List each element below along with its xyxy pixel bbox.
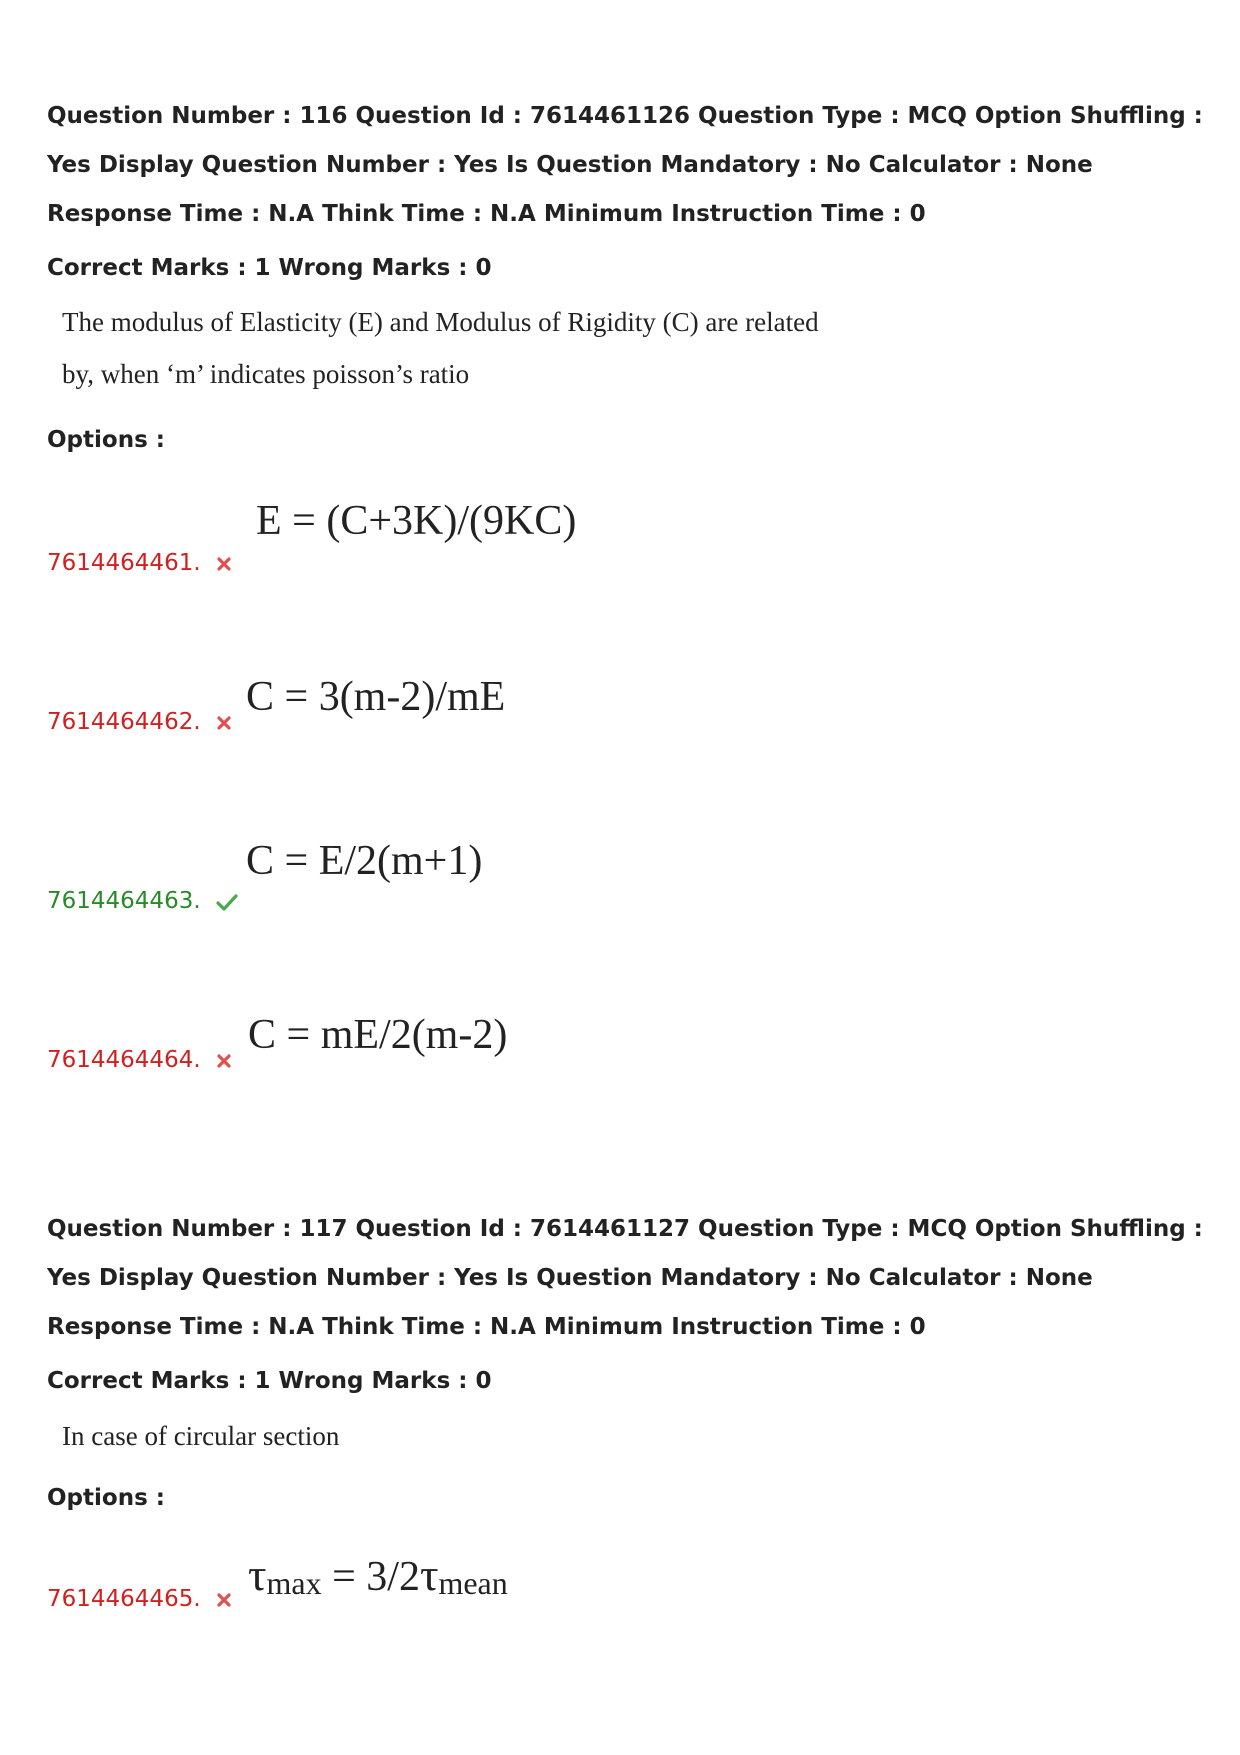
option-id: 7614464463.	[47, 888, 201, 914]
check-icon	[216, 893, 238, 911]
question-text-line: The modulus of Elasticity (E) and Modulus of Rigidity (C) are related	[62, 307, 819, 337]
cross-icon	[216, 556, 232, 572]
option-id: 7614464464.	[47, 1047, 201, 1073]
option-row	[47, 885, 238, 917]
question-meta: Question Number : 116 Question Id : 7614461126 Question Type : MCQ Option Shuffling : Yes Display Question Number : Yes Is Question Mandatory : No Calculator : None Response Time : N.A Think Time : N.A Minimum Instruction Time : 0	[47, 103, 1203, 227]
option-row	[47, 1044, 232, 1076]
formula-coefficient: 3/2	[366, 1554, 420, 1600]
formula-subscript: mean	[438, 1565, 508, 1601]
option-formula: E = (C+3K)/(9KC)	[256, 498, 577, 544]
question-meta: Question Number : 117 Question Id : 7614461127 Question Type : MCQ Option Shuffling : Yes Display Question Number : Yes Is Question Mandatory : No Calculator : None Response Time : N.A Think Time : N.A Minimum Instruction Time : 0	[47, 1216, 1203, 1340]
question-text-line: by, when ‘m’ indicates poisson’s ratio	[62, 359, 470, 389]
options-label: Options :	[47, 1485, 165, 1511]
question-text-line: In case of circular section	[62, 1421, 340, 1451]
cross-icon	[216, 1592, 232, 1608]
formula-tau: τ	[248, 1549, 267, 1600]
option-formula: C = 3(m-2)/mE	[246, 674, 506, 720]
option-id: 7614464461.	[47, 550, 201, 576]
option-formula: C = mE/2(m-2)	[248, 1012, 508, 1058]
cross-icon	[216, 715, 232, 731]
question-marks: Correct Marks : 1 Wrong Marks : 0	[47, 1368, 492, 1394]
option-row	[47, 547, 232, 579]
option-formula	[248, 1550, 508, 1608]
formula-subscript: max	[266, 1565, 322, 1601]
formula-tau: τ	[419, 1549, 439, 1600]
question-text	[62, 296, 819, 400]
option-id: 7614464465.	[47, 1586, 201, 1612]
option-id: 7614464462.	[47, 709, 201, 735]
formula-equals: =	[332, 1554, 356, 1600]
cross-icon	[216, 1053, 232, 1069]
question-text	[62, 1410, 339, 1462]
options-label: Options :	[47, 427, 165, 453]
option-formula: C = E/2(m+1)	[246, 838, 483, 884]
question-marks: Correct Marks : 1 Wrong Marks : 0	[47, 255, 492, 281]
option-row	[47, 706, 232, 738]
option-row	[47, 1583, 232, 1615]
